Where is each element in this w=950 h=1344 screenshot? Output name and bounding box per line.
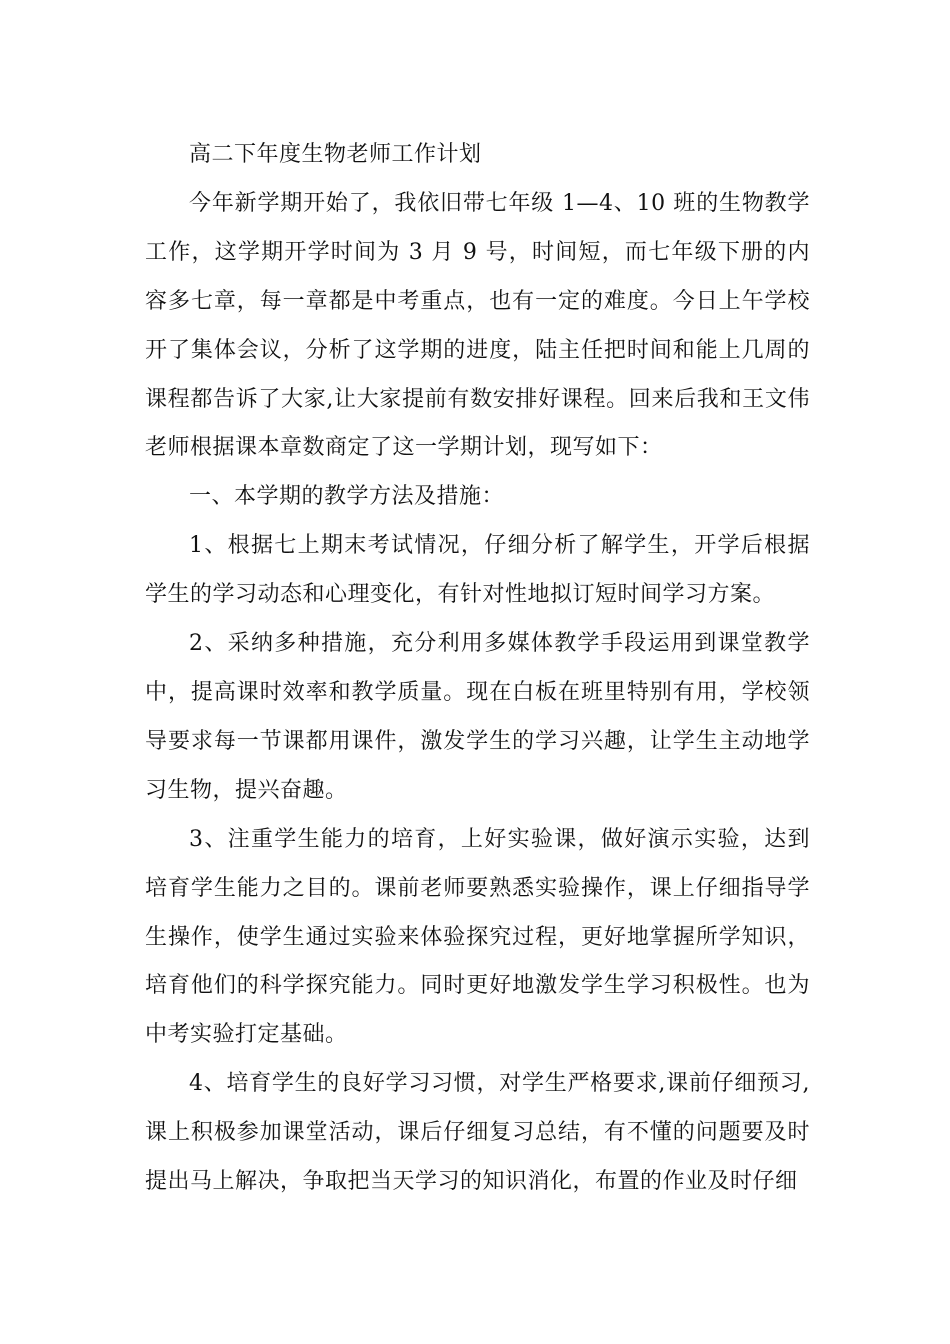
paragraph-item-4: 4、培育学生的良好学习习惯，对学生严格要求,课前仔细预习,课上积极参加课堂活动，课后仔细复习总结，有不懂的问题要及时提出马上解决，争取把当天学习的知识消化，布置的作业及时仔细 <box>145 1071 810 1195</box>
paragraph-item-3: 3、注重学生能力的培育，上好实验课，做好演示实验，达到培育学生能力之目的。课前老师要熟悉实验操作，课上仔细指导学生操作，使学生通过实验来体验探究过程，更好地掌握所学知识，培育他们的科学探究能力。同时更好地激发学生学习积极性。也为中考实验打定基础。 <box>145 826 810 1048</box>
document-body <box>145 131 810 1207</box>
paragraph-intro: 今年新学期开始了，我依旧带七年级 1—4、10 班的生物教学工作，这学期开学时间为 3 月 9 号，时间短，而七年级下册的内容多七章，每一章都是中考重点，也有一定的难度。今日上午学校开了集体会议，分析了这学期的进度，陆主任把时间和能上几周的课程都告诉了大家,让大家提前有数安排好课程。回来后我和王文伟老师根据课本章数商定了这一学期计划，现写如下： <box>145 190 810 461</box>
section-heading-methods: 一、本学期的教学方法及措施： <box>189 484 505 510</box>
paragraph-item-2: 2、采纳多种措施，充分利用多媒体教学手段运用到课堂教学中，提高课时效率和教学质量。现在白板在班里特别有用，学校领导要求每一节课都用课件，激发学生的学习兴趣，让学生主动地学习生物，提兴奋趣。 <box>145 631 810 803</box>
document-title: 高二下年度生物老师工作计划 <box>189 142 482 167</box>
paragraph-item-1: 1、根据七上期末考试情况，仔细分析了解学生，开学后根据学生的学习动态和心理变化，有针对性地拟订短时间学习方案。 <box>145 533 810 608</box>
